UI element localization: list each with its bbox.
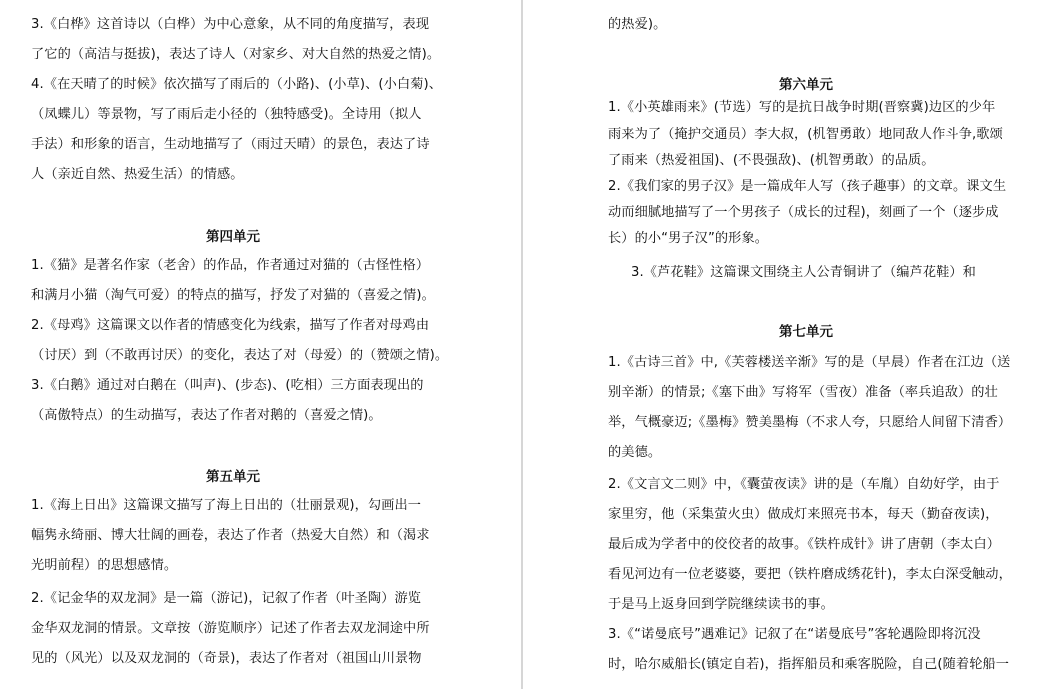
text-line: 家里穷，他（采集萤火虫）做成灯来照亮书本，每天（勤奋夜读)， xyxy=(608,507,999,522)
text-line: 1.《小英雄雨来》(节选）写的是抗日战争时期(晋察冀)边区的少年 xyxy=(608,100,996,115)
text-line: 2.《文言文二则》中，《囊萤夜读》讲的是（车胤）自幼好学，由于 xyxy=(608,477,1000,492)
text-line: （讨厌）到（不敢再讨厌）的变化，表达了对（母爱）的（赞颂之情)。 xyxy=(31,348,449,363)
text-line: 举，气概豪迈;《墨梅》赞美墨梅（不求人夸，只愿给人间留下清香） xyxy=(608,415,1012,430)
text-line: 别辛渐）的情景;《塞下曲》写将军（雪夜）准备（率兵追敌）的壮 xyxy=(608,385,998,400)
text-line: 人（亲近自然、热爱生活）的情感。 xyxy=(31,167,244,182)
text-line: 看见河边有一位老婆婆，要把（铁杵磨成绣花针)，李太白深受触动， xyxy=(608,567,1012,582)
text-line: 2.《我们家的男子汉》是一篇成年人写（孩子趣事）的文章。课文生 xyxy=(608,179,1007,194)
text-line: 最后成为学者中的佼佼者的故事。《铁杵成针》讲了唐朝（李太白） xyxy=(608,537,1001,552)
section-heading-unit6: 第六单元 xyxy=(779,77,833,93)
text-line: 和满月小猫（淘气可爱）的特点的描写，抒发了对猫的（喜爱之情)。 xyxy=(31,288,435,303)
section-heading-unit5: 第五单元 xyxy=(206,469,260,485)
text-line: 4.《在天晴了的时候》依次描写了雨后的（小路)、(小草)、(小白菊)、 xyxy=(31,77,443,92)
text-line: 见的（风光）以及双龙洞的（奇景)，表达了作者对（祖国山川景物 xyxy=(31,651,422,666)
text-line: 光明前程）的思想感情。 xyxy=(31,558,178,573)
text-line: 了它的（高洁与挺拔)，表达了诗人（对家乡、对大自然的热爱之情)。 xyxy=(31,47,441,62)
section-heading-unit7: 第七单元 xyxy=(779,324,833,340)
text-line: 金华双龙洞的情景。文章按（游览顺序）记述了作者去双龙洞途中所 xyxy=(31,621,430,636)
text-line: 3.《白桦》这首诗以（白桦）为中心意象，从不同的角度描写，表现 xyxy=(31,17,430,32)
text-line: 了雨来（热爱祖国)、(不畏强敌)、(机智勇敢）的品质。 xyxy=(608,153,935,168)
text-line: 幅隽永绮丽、博大壮阔的画卷，表达了作者（热爱大自然）和（渴求 xyxy=(31,528,430,543)
text-line: 长）的小“男子汉”的形象。 xyxy=(608,231,769,246)
text-line: 手法）和形象的语言，生动地描写了（雨过天晴）的景色，表达了诗 xyxy=(31,137,430,152)
text-line: （凤蝶儿）等景物，写了雨后走小径的（独特感受)。全诗用（拟人 xyxy=(31,107,422,122)
text-line: 1.《海上日出》这篇课文描写了海上日出的（壮丽景观)，勾画出一 xyxy=(31,498,422,513)
text-line: 2.《母鸡》这篇课文以作者的情感变化为线索，描写了作者对母鸡由 xyxy=(31,318,430,333)
right-page xyxy=(523,0,1043,689)
text-line: （高傲特点）的生动描写，表达了作者对鹅的（喜爱之情)。 xyxy=(31,408,382,423)
text-line: 2.《记金华的双龙洞》是一篇（游记)，记叙了作者（叶圣陶）游览 xyxy=(31,591,422,606)
text-line: 动而细腻地描写了一个男孩子（成长的过程)，刻画了一个（逐步成 xyxy=(608,205,999,220)
text-line: 1.《古诗三首》中,《芙蓉楼送辛渐》写的是（早晨）作者在江边（送 xyxy=(608,355,1011,370)
text-line: 的热爱)。 xyxy=(608,17,667,32)
text-line: 3.《白鹅》通过对白鹅在（叫声)、(步态)、(吃相）三方面表现出的 xyxy=(31,378,424,393)
left-page xyxy=(0,0,521,689)
text-line: 于是马上返身回到学院继续读书的事。 xyxy=(608,597,834,612)
text-line: 1.《猫》是著名作家（老舍）的作品，作者通过对猫的（古怪性格） xyxy=(31,258,430,273)
section-heading-unit4: 第四单元 xyxy=(206,229,260,245)
text-line: 的美德。 xyxy=(608,445,662,460)
text-line: 时，哈尔威船长(镇定自若)，指挥船员和乘客脱险，自己(随着轮船一 xyxy=(608,657,1010,672)
text-line: 3.《“诺曼底号”遇难记》记叙了在“诺曼底号”客轮遇险即将沉没 xyxy=(608,627,981,642)
text-line: 3.《芦花鞋》这篇课文围绕主人公青铜讲了（编芦花鞋）和 xyxy=(631,265,976,280)
text-line: 雨来为了（掩护交通员）李大叔，(机智勇敢）地同敌人作斗争,歌颂 xyxy=(608,127,1003,142)
